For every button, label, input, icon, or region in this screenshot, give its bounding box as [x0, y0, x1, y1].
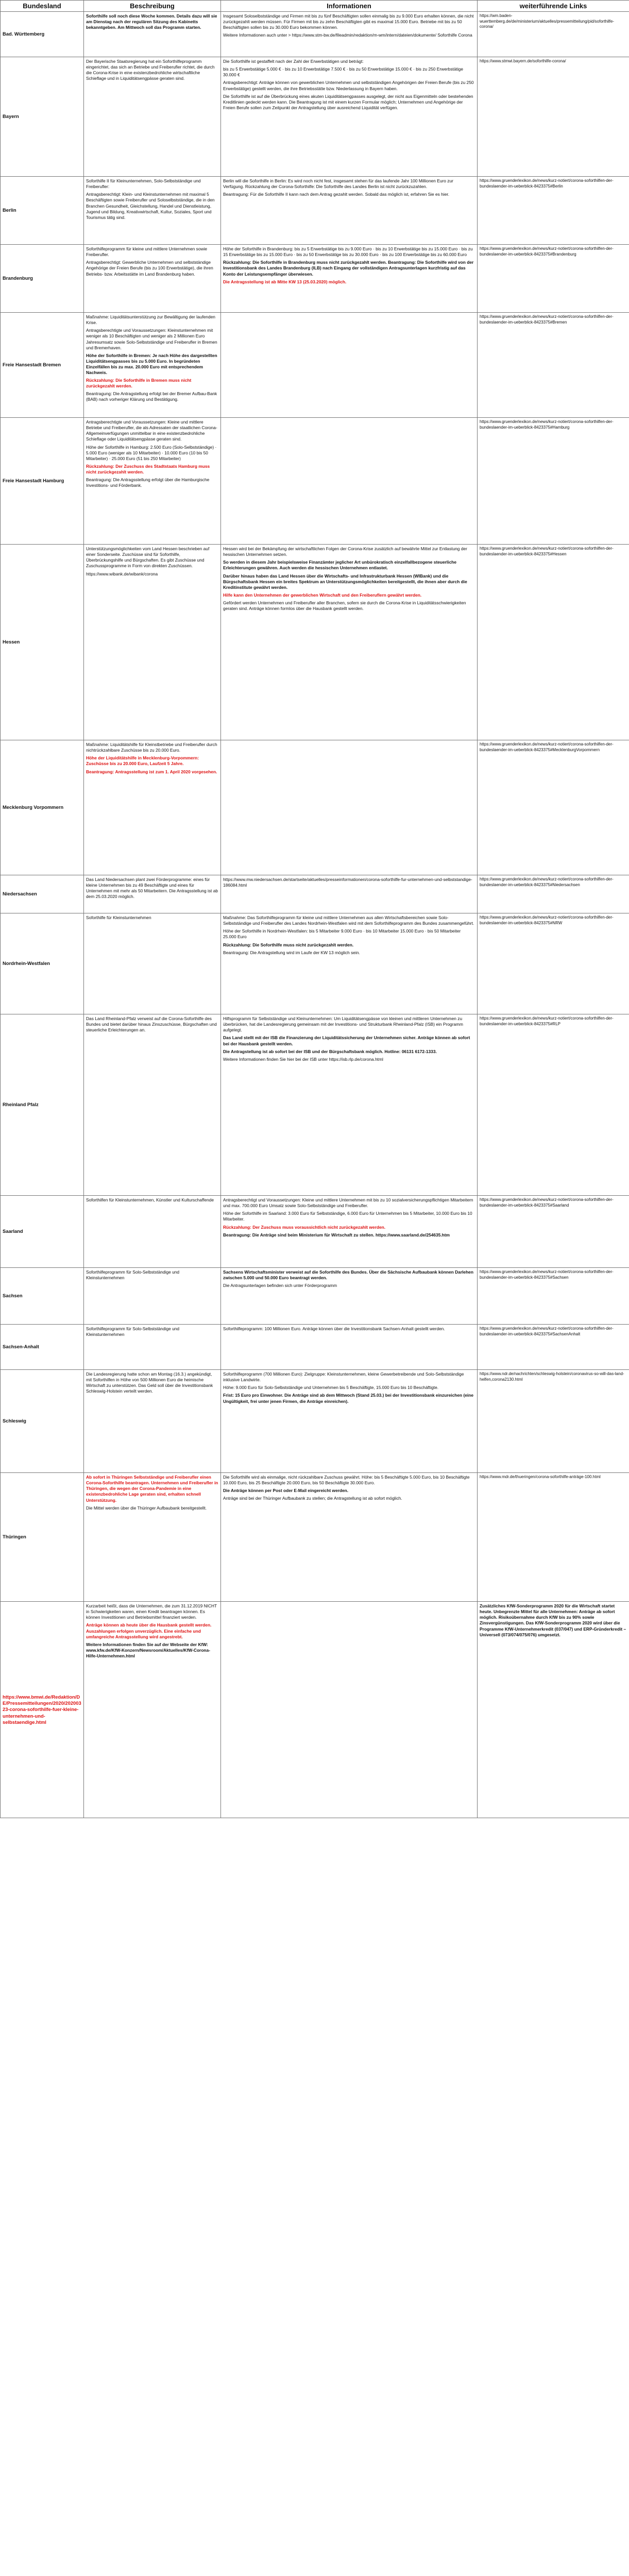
information-paragraph: Maßnahme: Das Soforthilfeprogramm für kleine und mittlere Unternehmen aus allen Wirtschaftsbereichen sowie Solo-Selbstständige und Freiberufler des Landes Nordrhein-Westfalen wird mit dem Soforthilfeprogramm des Bundes zusammengeführt. [223, 915, 474, 926]
information-paragraph: Die Soforthilfe ist auf die Überbrückung eines akuten Liquiditätsengpasses ausgelegt, der nicht aus Eigenmitteln oder bestehenden Kreditlinien gedeckt werden kann. Die Beantragung ist mit einem kurzen Formular möglich; Unternehmen und Angehörige der Freien Berufe sollen zum Zeitpunkt der Antragstellung über ausreichend Liquidität verfügen. [223, 93, 473, 110]
description-cell [84, 913, 221, 1014]
link-cell[interactable]: https://www.gruenderlexikon.de/news/kurz-notiert/corona-soforthilfen-der-bundeslaender-im-ueberblick-8423375#Niedersachsen [478, 875, 629, 913]
state-cell: Brandenburg [1, 245, 84, 313]
link-cell[interactable]: https://www.gruenderlexikon.de/news/kurz-notiert/corona-soforthilfen-der-bundeslaender-im-ueberblick-8423375#Brandenburg [478, 245, 629, 313]
information-cell [221, 57, 478, 177]
description-paragraph: Maßnahme: Liquiditätsunterstützung zur Bewältigung der laufenden Krise. [86, 314, 215, 326]
information-paragraph: Die Antragstellung ist ab sofort bei der ISB und der Bürgschaftsbank möglich. Hotline: 06131 6172-1333. [223, 1048, 437, 1054]
information-paragraph: Die Antragsstellung ist ab Mitte KW 13 (25.03.2020) möglich. [223, 279, 347, 284]
state-cell: Hessen [1, 545, 84, 740]
description-paragraph: Rückzahlung: Der Zuschuss des Stadtstaats Hamburg muss nicht zurückgezahlt werden. [86, 463, 210, 474]
description-cell [84, 1196, 221, 1268]
description-cell [84, 1014, 221, 1196]
state-cell: Thüringen [1, 1473, 84, 1602]
table-row [1, 418, 629, 545]
information-cell [221, 875, 478, 913]
description-cell [84, 313, 221, 418]
information-cell [221, 1268, 478, 1325]
state-cell: Saarland [1, 1196, 84, 1268]
description-paragraph: Soforthilfen für Kleinstunternehmen, Künstler und Kulturschaffende [86, 1197, 214, 1203]
information-cell [221, 245, 478, 313]
link-cell[interactable]: https://www.gruenderlexikon.de/news/kurz-notiert/corona-soforthilfen-der-bundeslaender-im-ueberblick-8423375#MecklenburgVorpommern [478, 740, 629, 875]
information-paragraph: Weitere Informationen finden Sie hier bei der ISB unter https://isb.rlp.de/corona.html [223, 1056, 383, 1062]
link-cell[interactable]: https://www.gruenderlexikon.de/news/kurz-notiert/corona-soforthilfen-der-bundeslaender-im-ueberblick-8423375#NRW [478, 913, 629, 1014]
table-row [1, 177, 629, 245]
state-cell: Freie Hansestadt Hamburg [1, 418, 84, 545]
link-cell[interactable]: https://www.mdr.de/thueringen/corona-soforthilfe-anträge-100.html [478, 1473, 629, 1602]
information-paragraph: Hilfe kann den Unternehmen der gewerblichen Wirtschaft und den Freiberuflern gewährt werden. [223, 592, 422, 598]
state-cell: Bayern [1, 57, 84, 177]
description-cell [84, 418, 221, 545]
information-cell [221, 1370, 478, 1473]
link-cell[interactable]: Zusätzliches KfW-Sonderprogramm 2020 für die Wirtschaft startet heute. Unbegrenzte Mittel für alle Unternehmen: Anträge ab sofort möglich. Risikoübernahme durch KfW bis zu 90% sowie Zinsvergünstigungen. Das KfW-Sonderprogramm 2020 wird über die Programme KfW-Unternehmerkredit (037/047) und ERP-Gründerkredit – Universell (073/074/075/076) umgesetzt. [478, 1602, 629, 1818]
state-cell: Berlin [1, 177, 84, 245]
table-row [1, 740, 629, 875]
table-row [1, 1473, 629, 1602]
state-cell: Nordrhein-Westfalen [1, 913, 84, 1014]
link-cell[interactable]: https://www.gruenderlexikon.de/news/kurz-notiert/corona-soforthilfen-der-bundeslaender-im-ueberblick-8423375#Bremen [478, 313, 629, 418]
state-cell: Sachsen-Anhalt [1, 1325, 84, 1370]
description-cell [84, 1325, 221, 1370]
state-cell: Niedersachsen [1, 875, 84, 913]
description-cell [84, 12, 221, 57]
description-cell [84, 545, 221, 740]
table-row [1, 545, 629, 740]
information-cell [221, 1473, 478, 1602]
link-cell[interactable]: https://www.gruenderlexikon.de/news/kurz-notiert/corona-soforthilfen-der-bundeslaender-im-ueberblick-8423375#SachsenAnhalt [478, 1325, 629, 1370]
information-paragraph: Insgesamt Soloselbstständige und Firmen mit bis zu fünf Beschäftigten sollen einmalig bis zu 9.000 Euro erhalten können, die nicht zurückgezahlt werden müssen. Für Firmen mit bis zu zehn Beschäftigten gibt es maximal 15.000 Euro. Betriebe mit bis zu 50 Beschäftigten sollen bis zu 30.000 Euro bekommen können. [223, 13, 474, 30]
description-cell [84, 740, 221, 875]
information-paragraph: Anträge sind bei der Thüringer Aufbaubank zu stellen; die Antragstellung ist ab sofort möglich. [223, 1496, 402, 1501]
description-paragraph: Höhe der Liquiditätshilfe in Mecklenburg-Vorpommern: Zuschüsse bis zu 20.000 Euro, Laufzeit 5 Jahre. [86, 755, 199, 767]
table-body [1, 12, 629, 1818]
link-cell[interactable]: https://www.gruenderlexikon.de/news/kurz-notiert/corona-soforthilfen-der-bundeslaender-im-ueberblick-8423375#Berlin [478, 177, 629, 245]
state-cell: Bad. Württemberg [1, 12, 84, 57]
information-paragraph: Soforthilfeprogramm (700 Millionen Euro): Zielgruppe: Kleinstunternehmen, kleine Gewerbetreibende und Solo-Selbstständige inklusive Landwirte. [223, 1371, 464, 1383]
header-description: Beschreibung [84, 1, 221, 12]
description-paragraph: Die Landesregierung hatte schon am Montag (16.3.) angekündigt, mit Soforthilfen in Höhe von 500 Millionen Euro die heimische Wirtschaft zu unterstützen. Das Geld soll über die Investitionsbank Schleswig-Holstein verteilt werden. [86, 1371, 213, 1394]
link-cell[interactable]: https://www.stmwi.bayern.de/soforthilfe-corona/ [478, 57, 629, 177]
information-paragraph: Berlin will die Soforthilfe in Berlin: Es wird noch nicht fest, insgesamt stehen für das laufende Jahr 100 Millionen Euro zur Verfügung. Rückzahlung der Corona-Soforthilfe: Die Soforthilfe des Landes Berlin ist nicht zurückzuzahlen. [223, 178, 453, 190]
description-paragraph: Soforthilfeprogramm für Solo-Selbstständige und Kleinstunternehmen [86, 1326, 180, 1337]
table-row [1, 12, 629, 57]
information-paragraph: Das Land stellt mit der ISB die Finanzierung der Liquiditätssicherung der Unternehmen sicher. Anträge können ab sofort bei der Hausbank gestellt werden. [223, 1035, 470, 1046]
information-paragraph: Darüber hinaus haben das Land Hessen über die Wirtschafts- und Infrastrukturbank Hessen (WIBank) und die Bürgschaftsbank Hessen ein breites Spektrum an Unterstützungsmöglichkeiten bereitgestellt, die ihnen aber durch die Kreditinstitute gewährt werden. [223, 573, 467, 590]
description-paragraph: Soforthilfeprogramm für kleine und mittlere Unternehmen sowie Freiberufler. [86, 246, 208, 258]
state-cell: Schleswig [1, 1370, 84, 1473]
description-paragraph: Soforthilfe für Kleinstunternehmen [86, 915, 151, 921]
header-information: Informationen [221, 1, 478, 12]
information-cell [221, 1014, 478, 1196]
information-paragraph: Beantragung: Die Antragstellung wird im Laufe der KW 13 möglich sein. [223, 950, 360, 955]
header-row [1, 1, 629, 12]
description-paragraph: Unterstützungsmöglichkeiten vom Land Hessen beschrieben auf einer Sonderseite. Zuschüsse sind für Soforthilfe, Überbrückungshilfe und Bürgschaften. Es gibt Zuschüsse und Zuschussprogramme in Form von direkten Zuschüssen. [86, 546, 210, 569]
link-cell[interactable]: https://www.gruenderlexikon.de/news/kurz-notiert/corona-soforthilfen-der-bundeslaender-im-ueberblick-8423375#RLP [478, 1014, 629, 1196]
information-paragraph: bis zu 5 Erwerbstätige 5.000 € · bis zu 10 Erwerbstätige 7.500 € · bis zu 50 Erwerbstätige 15.000 € · bis zu 250 Erwerbstätige 30.000 € [223, 66, 463, 78]
description-paragraph: Antragsberechtigt: Klein- und Kleinstunternehmen mit maximal 5 Beschäftigten sowie Freiberufler und Soloselbstständige, die in den Branchen Gesundheit, Gleichstellung, Handel und Dienstleistung, Jugend und Bildung, Kreativwirtschaft, Kultur, Soziales, Sport und Tourismus tätig sind. [86, 192, 215, 220]
information-paragraph: Die Antragsunterlagen befinden sich unter Förderprogramm [223, 1283, 337, 1289]
information-paragraph: Antragsberechtigt: Anträge können von gewerblichen Unternehmen und selbstständigen Angehörigen der Freien Berufe (bis zu 250 Erwerbstätige) gestellt werden, die ihre Betriebsstätte bzw. Niederlassung in Bayern haben. [223, 80, 474, 91]
information-cell [221, 12, 478, 57]
information-paragraph: Frist: 15 Euro pro Einwohner. Die Anträge sind ab dem Mittwoch (Stand 25.03.) bei der Investitionsbank einzureichen (eine Ungültigkeit, frei unter jenen Firmen, die Anträge einreichen). [223, 1393, 473, 1404]
header-links: weiterführende Links [478, 1, 629, 12]
description-paragraph: Antragsberechtigte und Voraussetzungen: Kleinstunternehmen mit weniger als 10 Beschäftigten und weniger als 2 Millionen Euro Jahresumsatz sowie Solo-Selbstständige und Freiberufler in Bremen und Bremerhaven. [86, 328, 217, 350]
table-row [1, 1370, 629, 1473]
description-paragraph: Der Bayerische Staatsregierung hat ein Soforthilfeprogramm eingerichtet, das sich an Betriebe und Freiberufler richtet, die durch die Corona-Krise in eine existenzbedrohliche wirtschaftliche Schieflage und in Liquiditätsengpässe geraten sind. [86, 59, 215, 81]
description-cell [84, 177, 221, 245]
table-row [1, 1196, 629, 1268]
description-paragraph: Antragsberechtigt: Gewerbliche Unternehmen und selbstständige Angehörige der Freien Berufe (bis zu 100 Erwerbstätige), die ihren Betriebs- bzw. Arbeitsstätte im Land Brandenburg haben. [86, 260, 213, 277]
information-paragraph: Hilfsprogramm für Selbstständige und Kleinunternehmen: Um Liquiditätsengpässe von kleinen und mittleren Unternehmen zu überbrücken, hat die Landesregierung gemeinsam mit der Investitions- und Strukturbank Rheinland-Pfalz (ISB) ein Programm aufgelegt. [223, 1016, 463, 1033]
description-paragraph: Beantragung: Die Antragsstellung erfolgt über die Hamburgische Investitions- und Förderbank. [86, 477, 210, 488]
state-cell: Rheinland Pfalz [1, 1014, 84, 1196]
description-paragraph: Das Land Niedersachsen plant zwei Förderprogramme: eines für kleine Unternehmen bis zu 49 Beschäftigte und eines für Unternehmen mit mehr als 50 Mitarbeitern. Die Antragsstellung ist ab dem 25.03.2020 möglich. [86, 877, 218, 900]
link-cell[interactable]: https://www.gruenderlexikon.de/news/kurz-notiert/corona-soforthilfen-der-bundeslaender-im-ueberblick-8423375#Hessen [478, 545, 629, 740]
link-cell[interactable]: https://www.gruenderlexikon.de/news/kurz-notiert/corona-soforthilfen-der-bundeslaender-im-ueberblick-8423375#Saarland [478, 1196, 629, 1268]
description-cell [84, 1370, 221, 1473]
link-cell[interactable]: https://www.ndr.de/nachrichten/schleswig-holstein/coronavirus-so-will-das-land-helfen,corona2130.html [478, 1370, 629, 1473]
description-paragraph: Weitere Informationen finden Sie auf der Webseite der KfW: www.kfw.de/KfW-Konzern/Newsroom/Aktuelles/KfW-Corona-Hilfe-Unternehmen.html [86, 1641, 210, 1658]
link-cell[interactable]: https://www.gruenderlexikon.de/news/kurz-notiert/corona-soforthilfen-der-bundeslaender-im-ueberblick-8423375#Sachsen [478, 1268, 629, 1325]
information-cell [221, 913, 478, 1014]
description-paragraph: Soforthilfeprogramm für Solo-Selbstständige und Kleinstunternehmen [86, 1269, 180, 1281]
information-cell [221, 418, 478, 545]
table-row [1, 1014, 629, 1196]
information-cell [221, 1325, 478, 1370]
information-paragraph: Soforthilfeprogramm: 100 Millionen Euro. Anträge können über die Investitionsbank Sachsen-Anhalt gestellt werden. [223, 1326, 445, 1332]
description-cell [84, 1473, 221, 1602]
information-paragraph: Gefördert werden Unternehmen und Freiberufler aller Branchen, sofern sie durch die Corona-Krise in Liquiditätsschwierigkeiten geraten sind. Anträge können formlos über die Hausbank gestellt werden. [223, 600, 466, 611]
information-paragraph: Rückzahlung: Die Soforthilfe muss nicht zurückgezahlt werden. [223, 942, 354, 947]
state-cell: Freie Hansestadt Bremen [1, 313, 84, 418]
information-paragraph: Beantragung: Für die Soforthilfe II kann nach dem Antrag gezahlt werden. Sobald das möglich ist, erfahren Sie es hier. [223, 192, 450, 197]
table-row [1, 875, 629, 913]
description-cell [84, 245, 221, 313]
information-cell [221, 313, 478, 418]
information-paragraph: Die Anträge können per Post oder E-Mail eingereicht werden. [223, 1488, 349, 1494]
description-paragraph: Kurzarbeit heißt, dass die Unternehmen, die zum 31.12.2019 NICHT in Schwierigkeiten waren, einen Kredit beantragen können. Es können Investitionen und Betriebsmittel finanziert werden. [86, 1603, 217, 1620]
description-paragraph: Ab sofort in Thüringen Selbstständige und Freiberufler einen Corona-Soforthilfe beantragen. Unternehmen und Freiberufler in Thüringen, die wegen der Corona-Pandemie in eine existenzbedrohliche Lage geraten sind, erhalten schnell Unterstützung. [86, 1475, 218, 1503]
table-row [1, 245, 629, 313]
state-cell[interactable]: https://www.bmwi.de/Redaktion/DE/Pressemitteilungen/2020/20200323-corona-soforthilfe-fuer-kleine-unternehmen-und-selbstaendige.html [1, 1602, 84, 1818]
state-cell: Sachsen [1, 1268, 84, 1325]
table-row [1, 313, 629, 418]
table-row [1, 1325, 629, 1370]
table-row [1, 57, 629, 177]
information-paragraph: https://www.mw.niedersachsen.de/startseite/aktuelles/presseinformationen/corona-soforthilfe-fur-unternehmen-und-selbststandige-186084.html [223, 877, 472, 888]
description-paragraph: Soforthilfe II für Kleinunternehmen, Solo-Selbstständige und Freiberufler: [86, 178, 201, 190]
information-cell [221, 740, 478, 875]
information-paragraph: So werden in diesem Jahr beispielsweise Finanzämter jeglicher Art unbürokratisch einzelfallbezogene steuerliche Erleichterungen gewähren. Auch werden die hessischen Unternehmen entlastet. [223, 560, 457, 571]
information-paragraph: Hessen wird bei der Bekämpfung der wirtschaftlichen Folgen der Corona-Krise zusätzlich auf bewährte Mittel zur Entlastung der hessischen Unternehmen setzen. [223, 546, 467, 557]
description-paragraph: Antragsberechtigte und Voraussetzungen: Kleine und mittlere Betriebe und Freiberufler, die als Adressaten der staatlichen Corona-Allgemeinverfügungen unmittelbar in eine existenzbedrohliche Schieflage oder Liquiditätsengpässe geraten sind. [86, 419, 217, 442]
description-paragraph: Maßnahme: Liquiditätshilfe für Kleinstbetriebe und Freiberufler durch nichtrückzahlbare Zuschüsse bis zu 20.000 Euro. [86, 742, 217, 753]
information-paragraph: Die Soforthilfe wird als einmalige, nicht rückzahlbare Zuschuss gewährt. Höhe: bis 5 Beschäftigte 5.000 Euro, bis 10 Beschäftigte 10.000 Euro, bis 25 Beschäftigte 20.000 Euro, bis 50 Beschäftigte 30.000 Euro. [223, 1475, 470, 1486]
information-paragraph: Antragsberechtigt und Voraussetzungen: Kleine und mittlere Unternehmen mit bis zu 10 sozialversicherungspflichtigen Mitarbeitern und max. 700.000 Euro Umsatz sowie Solo-Selbstständige und Freiberufler. [223, 1197, 473, 1209]
information-paragraph: Höhe der Soforthilfe im Saarland: 3.000 Euro für Selbstständige, 6.000 Euro für Unternehmen bis 5 Mitarbeiter, 10.000 Euro bis 10 Mitarbeiter. [223, 1211, 472, 1222]
description-paragraph: Beantragung: Antragsstellung ist zum 1. April 2020 vorgesehen. [86, 769, 217, 774]
information-cell [221, 1196, 478, 1268]
information-paragraph: Weitere Informationen auch unter > https://www.stm-bw.de/fileadmin/redaktion/m-wm/intern/dateien/dokumente/ Soforthilfe Corona [223, 32, 472, 38]
link-cell[interactable]: https://www.gruenderlexikon.de/news/kurz-notiert/corona-soforthilfen-der-bundeslaender-im-ueberblick-8423375#Hamburg [478, 418, 629, 545]
description-cell [84, 875, 221, 913]
description-paragraph: https://www.wibank.de/wibank/corona [86, 571, 158, 577]
information-paragraph: Rückzahlung: Der Zuschuss muss voraussichtlich nicht zurückgezahlt werden. [223, 1224, 386, 1230]
information-paragraph: Beantragung: Die Anträge sind beim Ministerium für Wirtschaft zu stellen. https://www.saarland.de/254635.htm [223, 1232, 450, 1238]
information-paragraph: Höhe: 9.000 Euro für Solo-Selbstständige und Unternehmen bis 5 Beschäftigte, 15.000 Euro bis 10 Beschäftigte. [223, 1385, 439, 1391]
description-paragraph: Anträge können ab heute über die Hausbank gestellt werden. Auszahlungen erfolgen unverzüglich. Eine einfache und umfangreiche Antragsstellung wird angestrebt. [86, 1622, 212, 1639]
description-paragraph: Das Land Rheinland-Pfalz verweist auf die Corona-Soforthilfe des Bundes und bietet darüber hinaus Zinszuschüsse, Bürgschaften und steuerliche Erleichterungen an. [86, 1016, 217, 1033]
description-cell [84, 57, 221, 177]
header-state: Bundesland [1, 1, 84, 12]
description-paragraph: Höhe der Soforthilfe in Bremen: Je nach Höhe des dargestellten Liquiditätsengpasses bis zu 5.000 Euro. In begründeten Einzelfällen bis zu max. 20.000 Euro mit entsprechendem Nachweis. [86, 352, 217, 375]
link-cell[interactable]: https://wm.baden-wuerttemberg.de/de/ministerium/aktuelles/pressemitteilung/pid/soforthilfe-corona/ [478, 12, 629, 57]
state-cell: Mecklenburg Vorpommern [1, 740, 84, 875]
table-row [1, 1602, 629, 1818]
description-cell [84, 1268, 221, 1325]
information-paragraph: Die Soforthilfe ist gestaffelt nach der Zahl der Erwerbstätigen und beträgt: [223, 59, 364, 64]
table-row [1, 913, 629, 1014]
information-cell [221, 1602, 478, 1818]
description-paragraph: Soforthilfe soll noch diese Woche kommen. Details dazu will sie am Dienstag nach der regulären Sitzung des Kabinetts bekanntgeben. Am Mittwoch soll das Programm starten. [86, 13, 217, 30]
information-cell [221, 177, 478, 245]
information-paragraph: Rückzahlung: Die Soforthilfe in Brandenburg muss nicht zurückgezahlt werden. Beantragung: Die Soforthilfe wird von der Investitionsbank des Landes Brandenburg (ILB) nach Eingang der vollständigen Antragsunterlagen kurzfristig auf das Konto der Leistungsempfänger überwiesen. [223, 260, 474, 277]
description-paragraph: Rückzahlung: Die Soforthilfe in Bremen muss nicht zurückgezahlt werden. [86, 378, 192, 389]
description-paragraph: Höhe der Soforthilfe in Hamburg: 2.500 Euro (Solo-Selbstständige) · 5.000 Euro (weniger als 10 Mitarbeiter) · 10.000 Euro (10 bis 50 Mitarbeiter) · 25.000 Euro (51 bis 250 Mitarbeiter) [86, 444, 217, 461]
information-paragraph: Höhe der Soforthilfe in Brandenburg: bis zu 5 Erwerbstätige bis zu 9.000 Euro · bis zu 10 Erwerbstätige bis zu 15.000 Euro · bis zu 15 Erwerbstätige bis zu 15.000 Euro · bis zu 50 Erwerbstätige bis zu 30.000 Euro · bis zu 100 Erwerbstätige bis zu 60.000 Euro [223, 246, 473, 258]
information-paragraph: Höhe der Soforthilfe in Nordrhein-Westfalen: bis 5 Mitarbeiter 9.000 Euro · bis 10 Mitarbeiter 15.000 Euro · bis 50 Mitarbeiter 25.000 Euro [223, 928, 461, 940]
description-paragraph: Die Mittel werden über die Thüringer Aufbaubank bereitgestellt. [86, 1505, 207, 1511]
information-paragraph: Sachsens Wirtschaftsminister verweist auf die Soforthilfe des Bundes. Über die Sächsische Aufbaubank können Darlehen zwischen 5.000 und 50.000 Euro beantragt werden. [223, 1269, 473, 1281]
table-row [1, 1268, 629, 1325]
information-cell [221, 545, 478, 740]
description-paragraph: Beantragung: Die Antragstellung erfolgt bei der Bremer Aufbau-Bank (BAB) nach vorheriger Klärung und Bestätigung. [86, 391, 217, 402]
description-cell [84, 1602, 221, 1818]
